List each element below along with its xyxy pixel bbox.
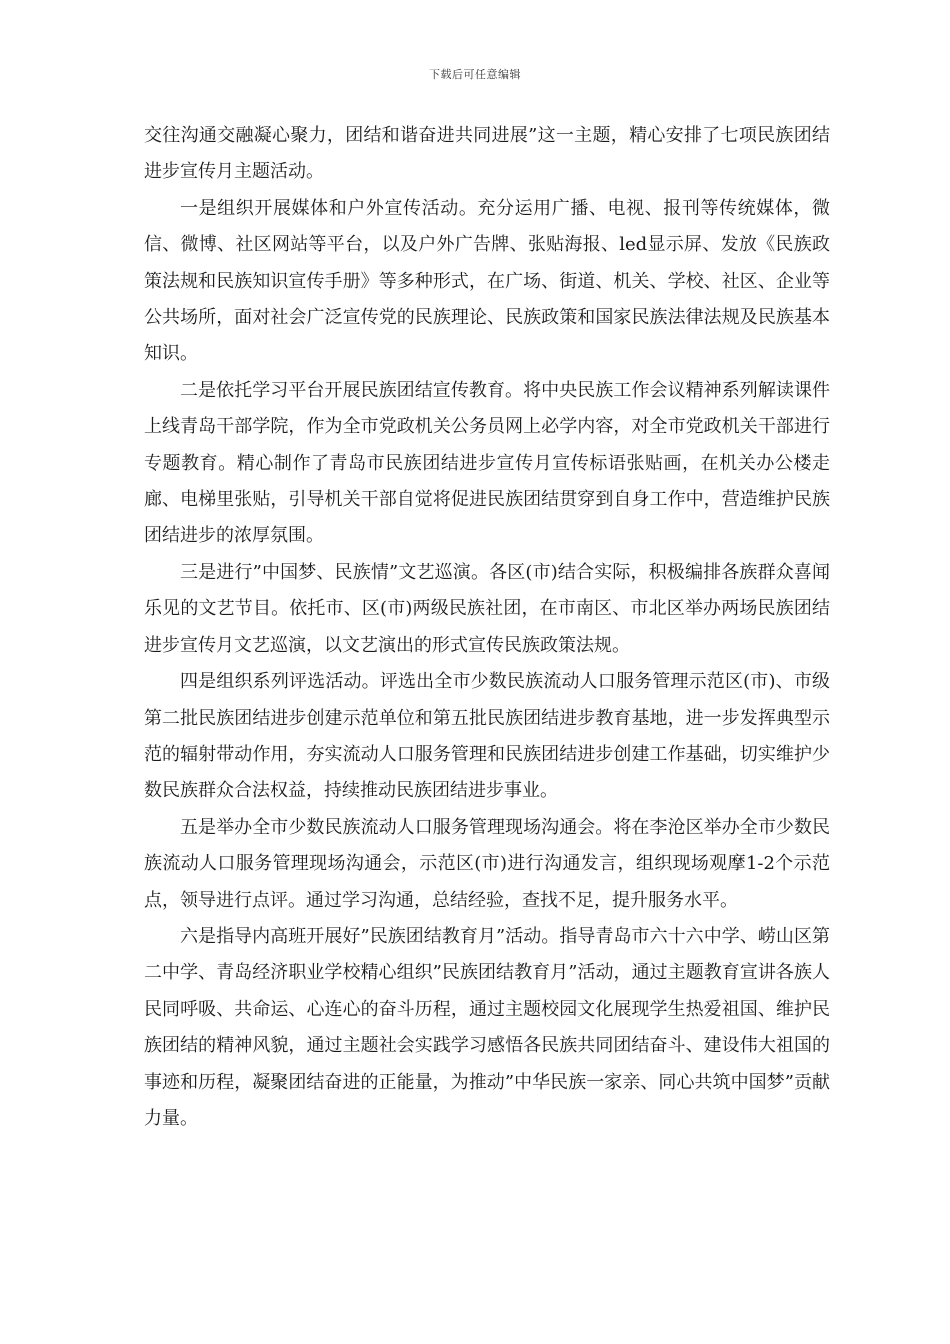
paragraph-item-5: 五是举办全市少数民族流动人口服务管理现场沟通会。将在李沧区举办全市少数民族流动人口服务管理现场沟通会，示范区(市)进行沟通发言，组织现场观摩1-2个示范点，领导进行点评。通过学习沟通，总结经验，查找不足，提升服务水平。 bbox=[144, 816, 830, 911]
paragraph-item-4: 四是组织系列评选活动。评选出全市少数民族流动人口服务管理示范区(市)、市级第二批民族团结进步创建示范单位和第五批民族团结进步教育基地，进一步发挥典型示范的辐射带动作用，夯实流动人口服务管理和民族团结进步创建工作基础，切实维护少数民族群众合法权益，持续推动民族团结进步事业。 bbox=[144, 671, 830, 802]
body-text bbox=[144, 118, 830, 1137]
paragraph-item-6: 六是指导内高班开展好”民族团结教育月”活动。指导青岛市六十六中学、崂山区第二中学、青岛经济职业学校精心组织”民族团结教育月”活动，通过主题教育宣讲各族人民同呼吸、共命运、心连心的奋斗历程，通过主题校园文化展现学生热爱祖国、维护民族团结的精神风貌，通过主题社会实践学习感悟各民族共同团结奋斗、建设伟大祖国的事迹和历程，凝聚团结奋进的正能量，为推动”中华民族一家亲、同心共筑中国梦”贡献力量。 bbox=[144, 925, 830, 1129]
paragraph-item-3: 三是进行”中国梦、民族情”文艺巡演。各区(市)结合实际，积极编排各族群众喜闻乐见的文艺节目。依托市、区(市)两级民族社团，在市南区、市北区举办两场民族团结进步宣传月文艺巡演，以文艺演出的形式宣传民族政策法规。 bbox=[144, 561, 830, 656]
paragraph-item-2: 二是依托学习平台开展民族团结宣传教育。将中央民族工作会议精神系列解读课件上线青岛干部学院，作为全市党政机关公务员网上必学内容，对全市党政机关干部进行专题教育。精心制作了青岛市民族团结进步宣传月宣传标语张贴画，在机关办公楼走廊、电梯里张贴，引导机关干部自觉将促进民族团结贯穿到自身工作中，营造维护民族团结进步的浓厚氛围。 bbox=[144, 379, 830, 547]
paragraph-item-1: 一是组织开展媒体和户外宣传活动。充分运用广播、电视、报刊等传统媒体，微信、微博、社区网站等平台，以及户外广告牌、张贴海报、led显示屏、发放《民族政策法规和民族知识宣传手册》等多种形式，在广场、街道、机关、学校、社区、企业等公共场所，面对社会广泛宣传党的民族理论、民族政策和国家民族法律法规及民族基本知识。 bbox=[144, 197, 830, 365]
page-header: 下载后可任意编辑 bbox=[429, 68, 521, 81]
paragraph-intro: 交往沟通交融凝心聚力，团结和谐奋进共同进展”这一主题，精心安排了七项民族团结进步宣传月主题活动。 bbox=[144, 125, 830, 183]
